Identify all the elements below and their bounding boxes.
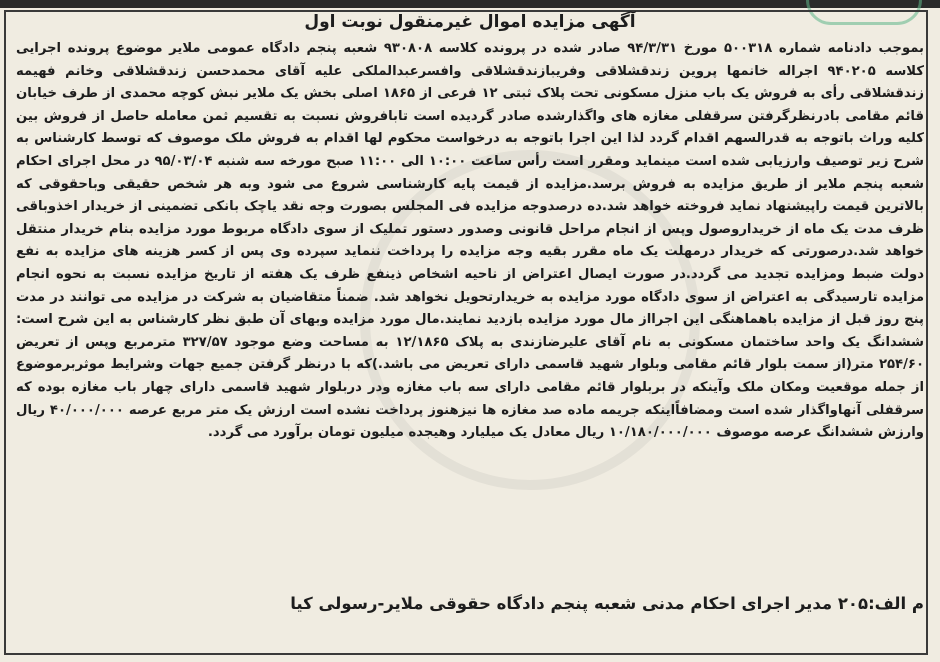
notice-title: آگهی مزایده اموال غیرمنقول نوبت اول (304, 12, 636, 32)
top-border-strip (0, 0, 940, 8)
notice-body: بموجب دادنامه شماره ۵۰۰۳۱۸ مورخ ۹۴/۳/۳۱ صادر شده در پرونده کلاسه ۹۳۰۸۰۸ شعبه پنجم دادگاه عمومی ملایر موضوع پرونده اجرایی کلاسه ۹۴۰۲۰۵ اجراله خانمها پروین زندقشلاقی وفریبازندقشلاقی وافسرعبدالملکی علیه آقای محمدحسن زندقشلاقی وخانم فهیمه زندقشلاقی رأی به فروش یک باب منزل مسکونی تحت پلاک ثبتی ۱۲ فرعی از ۱۸۶۵ اصلی بخش یک ملایر نبش کوچه محمدی از طرف خیابان قائم مقامی بادرنظرگرفتن سرقفلی مغازه های واگذارشده صادر گردیده است تابافروش نسبت به تقسیم ثمن معامله حاصل از فروش بین کلیه وراث باتوجه به قدرالسهم اقدام گردد لذا این اجرا باتوجه به درخواست محکوم لها اقدام به فروش ملک موصوف که توسط کارشناس به شرح زیر توصیف وارزیابی شده است مینماید ومقرر است رأس ساعت ۱۰:۰۰ الی ۱۱:۰۰ صبح مورخه سه شنبه ۹۵/۰۳/۰۴ در محل اجرای احکام شعبه پنجم ملایر از طریق مزایده به فروش برسد.مزایده از قیمت پایه کارشناسی شروع می شود وبه هر شخص حقیقی وباحقوقی که بالاترین قیمت راپیشنهاد نماید فروخته خواهد شد.ده درصدوجه مزایده فی المجلس بصورت وجه نقد یاچک بانکی تضمینی از خریدار اخذوباقی ظرف مدت یک ماه از خریداروصول وپس از انجام مراحل قانونی وصدور دستور تملیک از سوی دادگاه مربوط مورد مزایده بنام خریدار منتقل خواهد شد.درصورتی که خریدار درمهلت یک ماه مقرر بقیه وجه مزایده را پرداخت ننماید سپرده وی پس از کسر هزینه های مزایده به نفع دولت ضبط ومزایده تجدید می گردد.در صورت ایصال اعتراض از ناحیه اشخاص ذینفع ظرف یک هفته از تاریخ مزایده نسبت به نحوه انجام مزایده تارسیدگی به اعتراض از سوی دادگاه مورد مزایده به خریدارتحویل نخواهد شد. ضمناً متقاضیان به شرکت در مزایده می توانند در مدت پنج روز قبل از مزایده باهماهنگی این اجرااز مال مورد مزایده بازدید نمایند.مال مورد مزایده وبهای آن طبق نظر کارشناس به این شرح است: ششدانگ یک واحد ساختمان مسکونی به نام آقای علیرضازندی به پلاک ۱۲/۱۸۶۵ به مساحت وضع موجود ۳۲۷/۵۷ مترمربع وپس از تعریض ۲۵۴/۶۰ متر(از سمت بلوار قائم مقامی وبلوار شهید قاسمی دارای تعریض می باشد.)که با درنظر گرفتن جمیع جهات وشرایط موثربرموضوع از جمله موقعیت ومکان ملک وآینکه در بربلوار قائم مقامی دارای سه باب مغازه ودر دربلوار شهید قاسمی دارای چهار باب مغازه بوده که سرقفلی آنهاواگذار شده است ومضافاًاینکه جریمه ماده صد مغازه ها نیزهنوز پرداخت نشده است ارزش یک متر مربع عرصه ۴۰/۰۰۰/۰۰۰ ریال وارزش ششدانگ عرصه موصوف ۱۰/۱۸۰/۰۰۰/۰۰۰ ریال معادل یک میلیارد وهیجده میلیون تومان برآورد می گردد. (16, 41, 924, 441)
notice-signature: م الف:۲۰۵ مدیر اجرای احکام مدنی شعبه پنجم دادگاه حقوقی ملایر-رسولی کیا (290, 594, 924, 613)
